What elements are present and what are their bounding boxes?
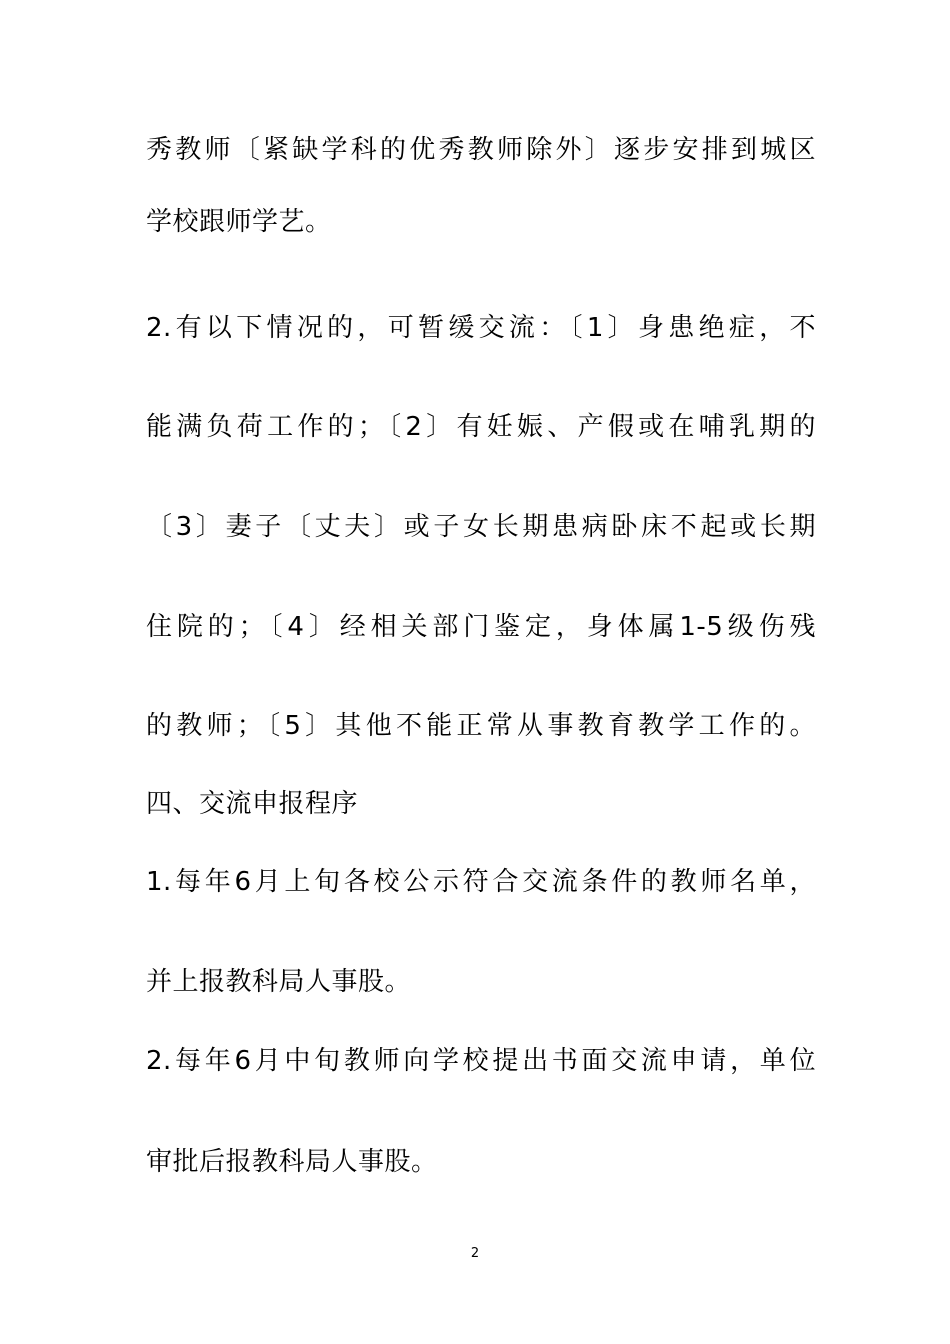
list-item-line: 2.每年6月中旬教师向学校提出书面交流申请，单位	[146, 1046, 816, 1076]
page-number: 2	[470, 1246, 480, 1261]
paragraph-line: 学校跟师学艺。	[146, 207, 332, 237]
paragraph-line: 秀教师〔紧缺学科的优秀教师除外〕逐步安排到城区	[146, 135, 816, 165]
list-item-line: 1.每年6月上旬各校公示符合交流条件的教师名单，	[146, 867, 816, 897]
list-item-line: 并上报教科局人事股。	[146, 967, 412, 997]
list-item-line: 能满负荷工作的；〔2〕有妊娠、产假或在哺乳期的	[146, 412, 816, 442]
list-item-line: 审批后报教科局人事股。	[146, 1147, 438, 1177]
section-heading: 四、交流申报程序	[146, 789, 359, 819]
list-item-line: 的教师；〔5〕其他不能正常从事教育教学工作的。	[146, 711, 816, 741]
list-item-line: 2.有以下情况的，可暂缓交流：〔1〕身患绝症，不	[146, 313, 816, 343]
list-item-line: 〔3〕妻子〔丈夫〕或子女长期患病卧床不起或长期	[146, 512, 816, 542]
list-item-line: 住院的；〔4〕经相关部门鉴定，身体属1-5级伤残	[146, 612, 816, 642]
